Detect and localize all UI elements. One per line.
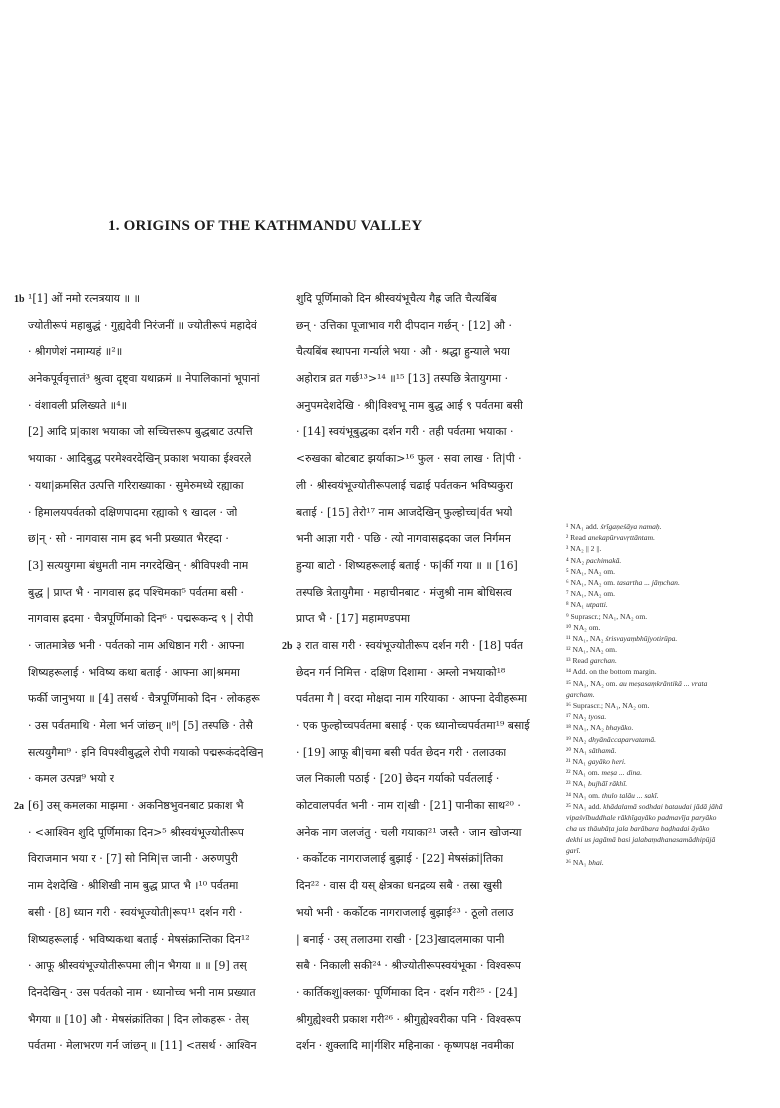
line-text: · वंशावली प्रलिख्यते ॥⁴॥ (28, 398, 128, 412)
footnote-reading: bujhāī rākhī. (587, 779, 628, 789)
line-text: दिनदेखिन् · उस पर्वतको नाम · ध्यानोच्च भनी नाम प्रख्यात (28, 985, 256, 999)
folio-marker (14, 366, 28, 393)
footnote-label: ¹ NA₁ add. (566, 522, 601, 531)
line-text: कोटवालपर्वत भनी · नाम रा|खी · [21] पानीका साथ²⁰ · (296, 799, 521, 813)
text-line (14, 927, 286, 954)
folio-marker (282, 419, 296, 446)
footnote (566, 611, 776, 622)
line-text: हुन्या बाटो · शिष्यहरूलाई बताई · फ|र्की गया ॥ ॥ [16] (296, 558, 518, 572)
footnote (566, 577, 776, 588)
line-text: बुद्ध | प्राप्त भै · नागवास ह्रद पश्चिमका⁵ पर्वतमा बसी · (28, 585, 244, 599)
footnote-label: ¹⁷ NA₂ (566, 712, 589, 722)
left-text-column (14, 286, 286, 1060)
footnote-reading: anekapūrvavṛttāntam. (587, 533, 655, 543)
footnote-label: ²² NA₁ om. (566, 768, 602, 778)
footnote-label: ⁷ NA₁, NA₂ om. (566, 589, 616, 599)
footnote-reading: dekhi us jagāmā basi jalabaṃdhanasamādhipūjā (566, 835, 716, 845)
text-line (14, 846, 286, 873)
line-text: · [14] स्वयंभूबुद्धका दर्शन गरी · तही पर्वतमा भयाका · (296, 425, 514, 439)
text-line (282, 580, 564, 607)
text-line (282, 446, 564, 473)
line-text: दिन²² · वास दी यस् क्षेत्रका धनद्रव्य सबै · तस्रा खुसी (296, 879, 503, 893)
text-line (14, 339, 286, 366)
text-line (14, 1007, 286, 1034)
folio-marker (282, 606, 296, 633)
line-text: · उस पर्वतमाथि · मेला भर्न जांछन् ॥⁸| [5] तस्पछि · तेसै (28, 719, 253, 732)
folio-marker (14, 473, 28, 500)
folio-marker (14, 686, 28, 713)
folio-marker (14, 500, 28, 527)
text-line (14, 526, 286, 553)
line-text: · कर्कोटक नागराजलाई बुझाई · [22] मेषसंक्रां|तिका (296, 852, 504, 866)
text-line (14, 713, 286, 740)
text-line (282, 740, 564, 767)
folio-marker (282, 927, 296, 954)
footnote (566, 689, 776, 700)
text-line (282, 660, 564, 687)
footnote (566, 588, 776, 599)
text-line (282, 980, 564, 1007)
folio-marker (282, 793, 296, 820)
text-line (282, 313, 564, 340)
folio-marker (14, 873, 28, 900)
line-text: ३ रात वास गरी · स्वयंभूज्योतीरूप दर्शन गरी · [18] पर्वत (296, 638, 524, 652)
text-line (14, 473, 286, 500)
text-line (282, 633, 564, 660)
folio-marker (282, 846, 296, 873)
text-line (14, 660, 286, 687)
footnotes (566, 521, 776, 868)
text-line (282, 286, 564, 313)
line-text: अनुपमदेशदेखि · श्री|विश्वभू नाम बुद्ध आई ९ पर्वतमा बसी (296, 398, 523, 412)
footnote (566, 599, 776, 610)
text-line (14, 1033, 286, 1060)
footnote-reading: dhyānāccaparvatamā. (588, 734, 657, 744)
line-text: भैगया ॥ [10] औ · मेषसंक्रांतिका | दिन लोकहरू · तेस् (28, 1012, 249, 1026)
text-line (14, 393, 286, 420)
footnote-reading: bhai. (588, 857, 604, 867)
text-line (282, 339, 564, 366)
footnote-label: ¹⁵ NA₁, NA₂ om. (566, 678, 620, 688)
line-text: अहोरात्र व्रत गर्छ¹³>¹⁴ ॥¹⁵ [13] तस्पछि त्रेतायुगमा · (296, 372, 509, 386)
text-line (282, 606, 564, 633)
folio-marker (14, 766, 28, 793)
folio-marker (14, 313, 28, 340)
folio-marker (282, 766, 296, 793)
footnote-reading: garī. (566, 846, 581, 856)
folio-marker (282, 740, 296, 767)
footnote (566, 678, 776, 689)
footnote-reading: śrīgaṇeśāya namaḥ. (600, 522, 662, 531)
folio-marker (14, 419, 28, 446)
line-text: बताई · [15] तेरो¹⁷ नाम आजदेखिन् फुल्होच्च|र्वत भयो (296, 505, 513, 519)
text-line (282, 473, 564, 500)
text-line (282, 713, 564, 740)
text-line (14, 900, 286, 927)
folio-marker: 2a (14, 801, 24, 813)
folio-marker (282, 553, 296, 580)
folio-marker (14, 580, 28, 607)
footnote-label: ²⁵ NA₁ add. (566, 801, 604, 811)
folio-marker (14, 633, 28, 660)
line-text: बसी · [8] ध्यान गरी · स्वयंभूज्योती|रूप¹¹ दर्शन गरी · (28, 905, 243, 919)
folio-marker (14, 393, 28, 420)
footnote-reading: thulo talāu ... sakī. (601, 790, 659, 800)
footnote (566, 745, 776, 756)
footnote (566, 734, 776, 745)
text-line (282, 366, 564, 393)
line-text: फर्की जानुभया ॥ [4] तसर्थ · चैत्रपूर्णिमाको दिन · लोकहरू (28, 692, 260, 706)
folio-marker (282, 580, 296, 607)
folio-marker (282, 873, 296, 900)
footnote-label: ²⁰ NA₁ (566, 745, 589, 755)
folio-marker (14, 980, 28, 1007)
footnote-reading: bhayāko. (605, 723, 634, 733)
folio-marker (282, 980, 296, 1007)
line-text: [3] सत्ययुगमा बंधुमती नाम नगरदेखिन् · श्रीविपश्वी नाम (28, 558, 249, 572)
folio-marker (282, 500, 296, 527)
line-text: शिष्यहरूलाई · भविष्य कथा बताई · आफ्ना आ|श्रममा (28, 665, 240, 679)
footnote (566, 521, 776, 532)
line-text: ली · श्रीस्वयंभूज्योतीरूपलाई चढाई पर्वतकन भविष्यकुरा (296, 478, 513, 492)
line-text: पर्वतमा गै | वरदा मोक्षदा नाम गरियाका · आफ्ना देवीहरूमा (296, 692, 528, 706)
line-text: · एक फुल्होच्चपर्वतमा बसाई · एक ध्यानोच्चपर्वतमा¹⁹ बसाई (296, 719, 530, 732)
folio-marker (14, 606, 28, 633)
footnote-reading: utpatti. (586, 600, 608, 610)
text-line (282, 846, 564, 873)
line-text: विराजमान भया र · [7] सो निमि|त्त जानी · अरुणपुरी (28, 852, 238, 866)
text-line (14, 766, 286, 793)
footnote (566, 823, 776, 834)
folio-marker (282, 953, 296, 980)
text-line (14, 633, 286, 660)
folio-marker (14, 820, 28, 847)
text-line (282, 526, 564, 553)
folio-marker (14, 526, 28, 553)
line-text: छेदन गर्न निमित्त · दक्षिण दिशामा · अम्लो नभयाको¹⁸ (296, 665, 506, 679)
text-line (282, 419, 564, 446)
footnote-label: ¹⁸ NA₁, NA₂ (566, 723, 606, 733)
folio-marker (282, 713, 296, 740)
folio-marker (282, 660, 296, 687)
line-text: छ|न् · सो · नागवास नाम ह्रद भनी प्रख्यात भैरह्दा · (28, 532, 229, 546)
footnote (566, 812, 776, 823)
folio-marker (282, 1033, 296, 1060)
text-line (282, 393, 564, 420)
text-line (14, 606, 286, 633)
text-line (14, 686, 286, 713)
footnote-reading: meṣa ... dina. (601, 768, 642, 778)
footnote-reading: vipaśvībuddhale rākhīgayāko padmavīja paryāko (566, 812, 717, 822)
folio-marker (14, 660, 28, 687)
text-line (282, 820, 564, 847)
line-text: · कार्तिकशु|क्लका· पूर्णिमाका दिन · दर्शन गरी²⁵ · [24] (296, 985, 518, 999)
text-line (282, 900, 564, 927)
line-text: जल निकाली पठाई · [20] छेदन गर्याको पर्वतलाई · (296, 772, 500, 786)
footnote-label: ³ NA₂ || 2 ||. (566, 544, 602, 554)
footnote-reading: garcham. (566, 689, 595, 699)
footnote-label: ⁸ NA₁ (566, 600, 587, 610)
line-text: भनी आज्ञा गरी · पछि · त्यो नागवासह्रदका जल निर्गमन (296, 532, 511, 546)
footnote-label: ²³ NA₁ (566, 779, 588, 789)
folio-marker (282, 366, 296, 393)
footnote (566, 532, 776, 543)
text-line (282, 686, 564, 713)
folio-marker (14, 339, 28, 366)
footnote-label: ²⁶ NA₁ (566, 857, 589, 867)
line-text: ¹[1] ओं नमो रत्नत्रयाय ॥ ॥ (28, 292, 140, 305)
footnote-label: ⁴ NA₂ (566, 555, 587, 565)
footnote (566, 801, 776, 812)
folio-marker (282, 526, 296, 553)
footnote-label: ¹¹ NA₁, NA₂ (566, 633, 606, 643)
text-line (14, 313, 286, 340)
footnote-reading: garchan. (589, 656, 617, 666)
footnote-label: ¹⁴ Add. on the bottom margin. (566, 667, 657, 677)
text-line (14, 286, 286, 313)
line-text: [6] उस् कमलका माझमा · अकनिष्ठभुवनबाट प्रकाश भै (28, 799, 244, 813)
footnote-reading: gayāko heri. (587, 756, 626, 766)
footnote (566, 633, 776, 644)
footnote-reading: pachimakā. (586, 555, 622, 565)
folio-marker (282, 1007, 296, 1034)
text-line (14, 580, 286, 607)
line-text: · <आश्विन शुदि पूर्णिमाका दिन>⁵ श्रीस्वयंभूज्योतीरूप (28, 825, 244, 839)
text-line (282, 766, 564, 793)
footnote-label: ⁶ NA₁, NA₂ om. (566, 577, 617, 587)
footnote (566, 778, 776, 789)
footnote (566, 711, 776, 722)
footnote-label: ¹² NA₁, NA₂ om. (566, 645, 617, 655)
line-text: श्रीगुह्येश्वरी प्रकाश गरी²⁶ · श्रीगुह्येश्वरीका पनि · विश्वरूप (296, 1012, 521, 1026)
footnote (566, 666, 776, 677)
footnote-label: ⁹ Suprascr.; NA₁, NA₂ om. (566, 611, 648, 621)
footnote-label: ¹⁹ NA₂ (566, 734, 589, 744)
footnote-label: ¹³ Read (566, 656, 590, 666)
line-text: · हिमालयपर्वतको दक्षिणपादमा रह्याको ९ खादल · जो (28, 505, 238, 519)
footnote (566, 655, 776, 666)
line-text: अनेक नाग जलजंतु · चली गयाका²¹ जस्तै · जान खोजन्या (296, 825, 522, 839)
folio-marker (14, 927, 28, 954)
line-text: सबै · निकाली सकी²⁴ · श्रीज्योतीरूपस्वयंभूका · विश्वरूप (296, 959, 521, 973)
text-line (14, 740, 286, 767)
line-text: नागवास ह्रदमा · चैत्रपूर्णिमाको दिन⁶ · पद्मरूकन्द ९ | रोपी (28, 612, 254, 626)
text-line (282, 953, 564, 980)
footnote (566, 644, 776, 655)
folio-marker (282, 286, 296, 313)
footnote-reading: śrisvayaṃbhūjyotirūpa. (605, 633, 678, 643)
text-line (14, 980, 286, 1007)
folio-marker (14, 846, 28, 873)
footnote-reading: tyosa. (588, 712, 607, 722)
footnote-label: ² Read (566, 533, 588, 543)
line-text: भयाका · आदिबुद्ध परमेश्वरदेखिन् प्रकाश भयाका ईश्वरले (28, 452, 252, 466)
line-text: भयो भनी · कर्कोटक नागराजलाई बुझाई²³ · ठूलो तलाउ (296, 905, 514, 919)
folio-marker (282, 313, 296, 340)
line-text: प्राप्त भै · [17] महामण्डपमा (296, 612, 411, 626)
folio-marker (282, 393, 296, 420)
line-text: अनेकपूर्ववृत्तातं³ श्रुत्वा दृष्ट्वा यथाक्रमं ॥ नेपालिकानां भूपानां (28, 372, 260, 386)
folio-marker (14, 740, 28, 767)
footnote-reading: sāthamā. (588, 745, 617, 755)
folio-marker (14, 713, 28, 740)
folio-marker: 2b (282, 640, 293, 652)
text-line (14, 793, 286, 820)
text-line (14, 553, 286, 580)
text-line (14, 419, 286, 446)
folio-marker: 1b (14, 294, 25, 305)
line-text: नाम देशदेखि · श्रीशिखी नाम बुद्ध प्राप्त भै ।¹⁰ पर्वतमा (28, 879, 239, 893)
folio-marker (14, 553, 28, 580)
line-text: | बनाई · उस् तलाउमा राखी · [23]खादलमाका पानी (296, 932, 505, 946)
text-line (14, 820, 286, 847)
text-line (14, 873, 286, 900)
footnote (566, 756, 776, 767)
text-line (282, 1007, 564, 1034)
line-text: शिष्यहरूलाई · भविष्यकथा बताई · मेषसंक्रान्तिका दिन¹² (28, 932, 250, 946)
footnote (566, 857, 776, 868)
footnote (566, 722, 776, 733)
footnote-label: ¹⁰ NA₂ om. (566, 622, 601, 632)
line-text: · जातमात्रेछ भनी · पर्वतको नाम अधिष्ठान गरी · आफ्ना (28, 638, 245, 652)
line-text: · कमल उत्पन्न⁹ भयो र (28, 772, 115, 786)
footnote (566, 555, 776, 566)
text-line (14, 366, 286, 393)
text-line (282, 1033, 564, 1060)
footnote-reading: cha us thāubāṭa jala barābara baḍhadai āyāko (566, 824, 710, 834)
folio-marker (282, 900, 296, 927)
line-text: शुदि पूर्णिमाको दिन श्रीस्वयंभूचैत्य गैह्र जति चैत्यबिंब (296, 292, 497, 305)
text-line (282, 793, 564, 820)
line-text: दर्शन · शुक्लादि मा|र्गशिर महिनाका · कृष्णपक्ष नवमीका (296, 1039, 514, 1053)
text-line (282, 500, 564, 527)
footnote (566, 622, 776, 633)
folio-marker (282, 820, 296, 847)
footnote (566, 790, 776, 801)
line-text: · आफू श्रीस्वयंभूज्योतीरूपमा ली|न भैगया ॥ ॥ [9] तस् (28, 959, 247, 973)
text-line (282, 927, 564, 954)
page-title: 1. ORIGINS OF THE KATHMANDU VALLEY (108, 218, 423, 234)
folio-marker (282, 686, 296, 713)
footnote-reading: khādalamā sodhdai bataudai jādā jāhā (603, 801, 723, 811)
right-text-column (282, 286, 564, 1060)
text-line (14, 446, 286, 473)
footnote-reading: tasartha ... jāṃchan. (616, 577, 680, 587)
footnote-label: ²⁴ NA₁ om. (566, 790, 602, 800)
footnote (566, 566, 776, 577)
folio-marker (282, 446, 296, 473)
folio-marker (14, 953, 28, 980)
line-text: सत्ययुगैमा⁹ · इनि विपश्वीबुद्धले रोपी गयाको पद्मरूकंददेखिन् (28, 745, 264, 759)
line-text: तस्पछि त्रेतायुगैमा · महाचीनबाट · मंजुश्री नाम बोधिसत्व (296, 585, 512, 599)
text-line (14, 500, 286, 527)
text-line (282, 873, 564, 900)
folio-marker (14, 1007, 28, 1034)
folio-marker (282, 339, 296, 366)
folio-marker (14, 1033, 28, 1060)
footnote (566, 845, 776, 856)
line-text: · श्रीगणेशं नमाम्यहं ॥²॥ (28, 345, 123, 359)
line-text: छन् · उत्तिका पूजाभाव गरी दीपदान गर्छन् · [12] औ · (296, 318, 512, 332)
line-text: · यथा|क्रमसित उत्पत्ति गरिराख्याका · सुमेरुमध्ये रह्याका (28, 478, 244, 492)
line-text: [2] आदि प्र|काश भयाका जो सच्चित्तरूप बुद्धबाट उत्पत्ति (28, 425, 253, 439)
footnote (566, 700, 776, 711)
line-text: चैत्यबिंब स्थापना गर्न्याले भया · औ · श्रद्धा हुन्याले भया (296, 345, 510, 359)
footnote-label: ¹⁶ Suprascr.; NA₁, NA₂ om. (566, 701, 650, 710)
footnote (566, 767, 776, 778)
footnote (566, 834, 776, 845)
folio-marker (14, 900, 28, 927)
folio-marker (282, 473, 296, 500)
line-text: पर्वतमा · मेलाभरण गर्न जांछन् ॥ [11] <तसर्थ · आश्विन (28, 1039, 257, 1053)
line-text: · [19] आफू बी|चमा बसी पर्वत छेदन गरी · तलाउका (296, 745, 507, 759)
footnote (566, 543, 776, 554)
text-line (14, 953, 286, 980)
folio-marker (14, 446, 28, 473)
footnote-label: ⁵ NA₁, NA₂ om. (566, 566, 616, 576)
footnote-label: ²¹ NA₁ (566, 756, 588, 766)
text-line (282, 553, 564, 580)
line-text: <रुखका बोटबाट झर्याका>¹⁶ फुल · सवा लाख · ति|पी · (296, 452, 522, 466)
line-text: ज्योतीरूपं महाबुद्धं · गुह्यदेवी निरंजनीं ॥ ज्योतीरूपं महादेवं (28, 318, 257, 332)
footnote-reading: au meṣasaṃkrāntikā ... vrata (619, 678, 708, 688)
